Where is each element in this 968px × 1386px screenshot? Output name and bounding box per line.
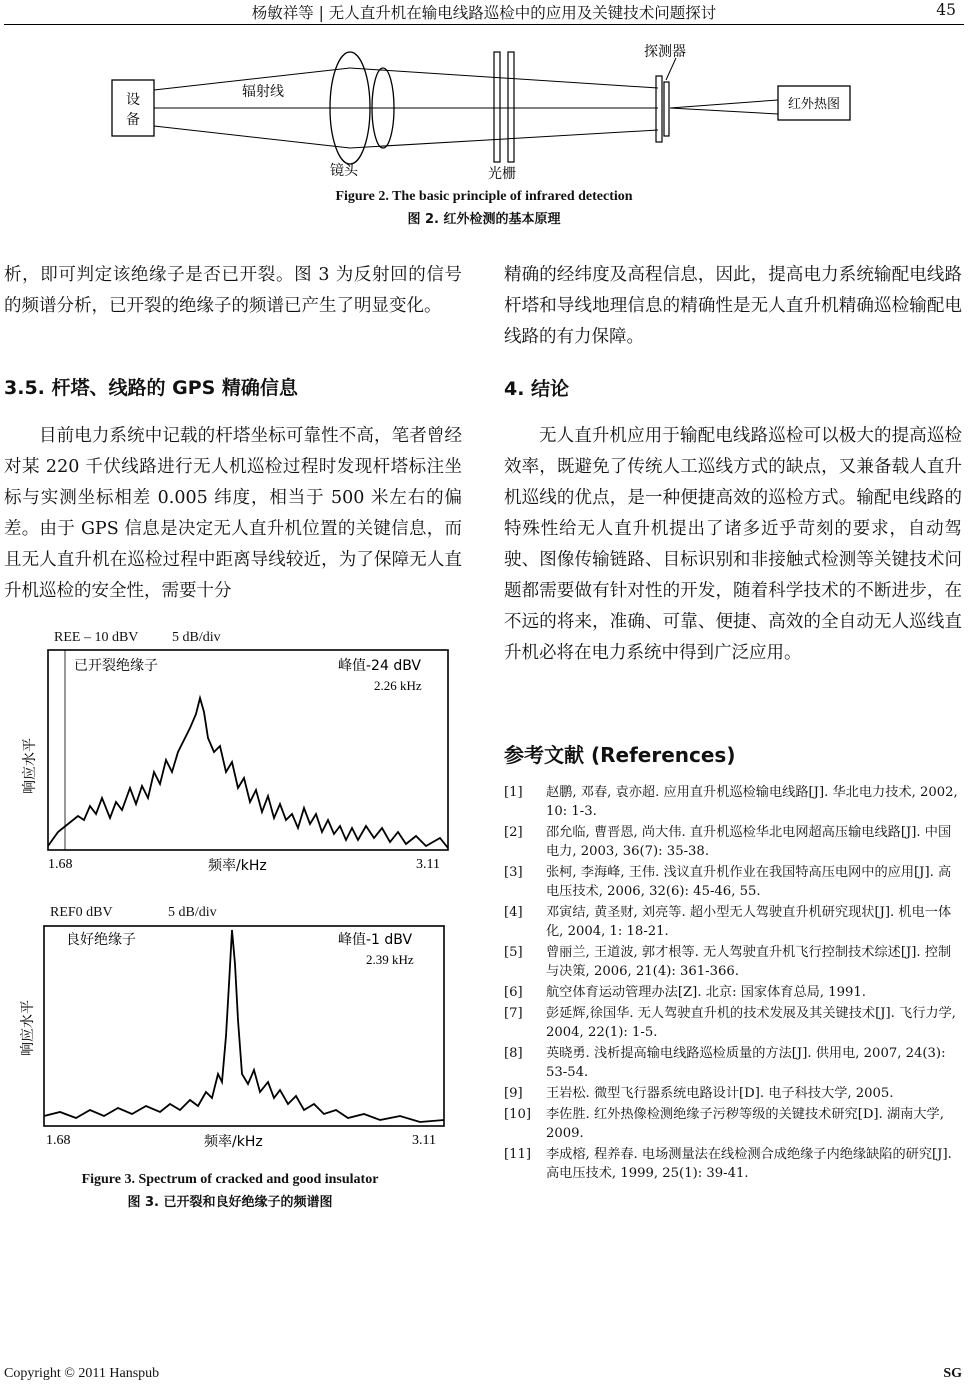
x-end-good: 3.11 bbox=[412, 1133, 436, 1148]
figure-2-caption-en: Figure 2. The basic principle of infrared detection bbox=[335, 189, 633, 204]
peak-freq-cracked: 2.26 kHz bbox=[374, 678, 422, 693]
reference-item bbox=[504, 783, 964, 821]
reference-text: 李成榕, 程养春. 电场测量法在线检测合成绝缘子内绝缘缺陷的研究[J]. 高电压技术, 1999, 25(1): 39-41. bbox=[546, 1147, 952, 1181]
reference-text: 航空体育运动管理办法[Z]. 北京: 国家体育总局, 1991. bbox=[546, 985, 866, 1000]
x-end-cracked: 3.11 bbox=[416, 857, 440, 872]
figure-2-caption-zh: 图 2. 红外检测的基本原理 bbox=[407, 212, 561, 227]
spectrum-top-ref: REE – 10 dBV bbox=[54, 630, 139, 645]
panel-label-cracked: 已开裂绝缘子 bbox=[74, 658, 158, 674]
x-start-good: 1.68 bbox=[46, 1133, 71, 1148]
spectrum-top-scale: 5 dB/div bbox=[172, 630, 221, 645]
journal-abbr: SG bbox=[943, 1366, 962, 1381]
reference-number: [1] bbox=[504, 785, 523, 800]
device-label-2: 备 bbox=[126, 112, 140, 128]
reference-item bbox=[504, 943, 964, 981]
reference-text: 英晓勇. 浅析提高输电线路巡检质量的方法[J]. 供用电, 2007, 24(3): 53-54. bbox=[546, 1046, 946, 1080]
peak-label-good: 峰值-1 dBV bbox=[338, 932, 413, 948]
reference-item bbox=[504, 1105, 964, 1143]
reference-number: [6] bbox=[504, 985, 523, 1000]
section-heading-gps: 3.5. 杆塔、线路的 GPS 精确信息 bbox=[4, 377, 298, 399]
lens-label: 镜头 bbox=[330, 163, 358, 179]
copyright: Copyright © 2011 Hanspub bbox=[4, 1366, 160, 1381]
reference-text: 邵允临, 曹晋恩, 尚大伟. 直升机巡检华北电网超高压输电线路[J]. 中国电力, 2003, 36(7): 35-38. bbox=[546, 825, 952, 859]
radiation-label: 辐射线 bbox=[242, 84, 284, 100]
spectrum-bottom-ref: REF0 dBV bbox=[50, 905, 113, 920]
reference-number: [8] bbox=[504, 1046, 523, 1061]
section-heading-conclusion: 4. 结论 bbox=[504, 378, 570, 400]
header-rule bbox=[4, 24, 964, 25]
xlabel-good: 频率/kHz bbox=[204, 1134, 263, 1150]
reference-item bbox=[504, 903, 964, 941]
device-label-1: 设 bbox=[126, 92, 140, 108]
reference-item bbox=[504, 1145, 964, 1183]
reference-number: [4] bbox=[504, 905, 523, 920]
reference-item bbox=[504, 983, 964, 1002]
reference-number: [2] bbox=[504, 825, 523, 840]
reference-number: [7] bbox=[504, 1006, 523, 1021]
grating-plate-1 bbox=[494, 52, 500, 162]
peak-label-cracked: 峰值-24 dBV bbox=[338, 658, 421, 674]
spectrum-chart-cracked bbox=[20, 648, 450, 872]
running-title: 杨敏祥等 | 无人直升机在输电线路巡检中的应用及关键技术问题探讨 bbox=[251, 4, 717, 22]
radiation-rays bbox=[154, 58, 778, 148]
references-heading: 参考文献 (References) bbox=[504, 743, 736, 767]
right-column-continued bbox=[504, 260, 962, 353]
reference-text: 彭延辉,徐国华. 无人驾驶直升机的技术发展及其关键技术[J]. 飞行力学, 2004, 22(1): 1-5. bbox=[546, 1006, 956, 1040]
reference-text: 赵鹏, 邓春, 袁亦超. 应用直升机巡检输电线路[J]. 华北电力技术, 2002, 10: 1-3. bbox=[546, 785, 958, 819]
detector-plate-2 bbox=[664, 82, 669, 136]
reference-number: [3] bbox=[504, 865, 523, 880]
reference-number: [5] bbox=[504, 945, 523, 960]
grating-plate-2 bbox=[508, 52, 514, 162]
reference-text: 张柯, 李海峰, 王伟. 浅议直升机作业在我国特高压电网中的应用[J]. 高电压技术, 2006, 32(6): 45-46, 55. bbox=[546, 865, 952, 899]
reference-item bbox=[504, 1044, 964, 1082]
reference-text: 邓寅结, 黄圣财, 刘亮等. 超小型无人驾驶直升机研究现状[J]. 机电一体化, 2004, 1: 18-21. bbox=[546, 905, 952, 939]
reference-item bbox=[504, 823, 964, 861]
reference-item bbox=[504, 1084, 964, 1103]
detector-label: 探测器 bbox=[644, 44, 686, 60]
detector-plate-1 bbox=[656, 76, 662, 142]
paragraph-spectrum: 析，即可判定该绝缘子是否已开裂。图 3 为反射回的信号的频谱分析，已开裂的绝缘子的频谱已产生了明显变化。 bbox=[4, 265, 462, 316]
reference-number: [9] bbox=[504, 1086, 523, 1101]
figure-3-caption-zh: 图 3. 已开裂和良好绝缘子的频谱图 bbox=[127, 1195, 333, 1210]
reference-text: 王岩松. 微型飞行器系统电路设计[D]. 电子科技大学, 2005. bbox=[546, 1086, 894, 1101]
paragraph-conclusion: 无人直升机应用于输配电线路巡检可以极大的提高巡检效率，既避免了传统人工巡线方式的缺点，又兼备载人直升机巡线的优点，是一种便捷高效的巡检方式。输配电线路的特殊性给无人直升机提出了诸多近乎苛刻的要求，自动驾驶、图像传输链路、目标识别和非接触式检测等关键技术问题都需要做有针对性的开发，随着科学技术的不断进步，在不远的将来，准确、可靠、便捷、高效的全自动无人巡线直升机必将在电力系统中得到广泛应用。 bbox=[504, 426, 962, 663]
reference-item bbox=[504, 1004, 964, 1042]
page-number: 45 bbox=[936, 1, 956, 19]
paragraph-gps: 目前电力系统中记载的杆塔坐标可靠性不高，笔者曾经对某 220 千伏线路进行无人机巡检过程时发现杆塔标注坐标与实测坐标相差 0.005 纬度，相当于 500 米左右的偏差。由于 GPS 信息是决定无人直升机位置的关键信息，而且无人直升机在巡检过程中距离导线较近，为了保障无人直升机巡检的安全性，需要十分 bbox=[4, 426, 462, 601]
grating-label: 光栅 bbox=[488, 166, 516, 180]
paragraph-gps-continued: 精确的经纬度及高程信息，因此，提高电力系统输配电线路杆塔和导线地理信息的精确性是无人直升机精确巡检输配电线路的有力保障。 bbox=[504, 265, 962, 347]
left-column-gps bbox=[4, 421, 462, 607]
ylabel-cracked: 响应水平 bbox=[22, 738, 38, 794]
spectrum-chart-good bbox=[20, 924, 450, 1150]
ylabel-good: 响应水平 bbox=[20, 1000, 36, 1056]
panel-label-good: 良好绝缘子 bbox=[66, 932, 136, 948]
x-start-cracked: 1.68 bbox=[48, 857, 73, 872]
left-column-continued bbox=[4, 260, 462, 322]
reference-text: 曾丽兰, 王道波, 郭才根等. 无人驾驶直升机飞行控制技术综述[J]. 控制与决策, 2006, 21(4): 361-366. bbox=[546, 945, 952, 979]
peak-freq-good: 2.39 kHz bbox=[366, 952, 414, 967]
references-list bbox=[504, 783, 964, 1185]
reference-number: [11] bbox=[504, 1147, 532, 1162]
reference-text: 李佐胜. 红外热像检测绝缘子污秽等级的关键技术研究[D]. 湖南大学, 2009. bbox=[546, 1107, 944, 1141]
figure-3-caption-en: Figure 3. Spectrum of cracked and good insulator bbox=[81, 1172, 379, 1187]
reference-item bbox=[504, 863, 964, 901]
thermal-image-label: 红外热图 bbox=[787, 97, 841, 112]
right-column-conclusion bbox=[504, 421, 962, 669]
reference-number: [10] bbox=[504, 1107, 532, 1122]
figure-2-diagram bbox=[110, 30, 870, 180]
spectrum-bottom-scale: 5 dB/div bbox=[168, 905, 217, 920]
xlabel-cracked: 频率/kHz bbox=[208, 858, 267, 872]
